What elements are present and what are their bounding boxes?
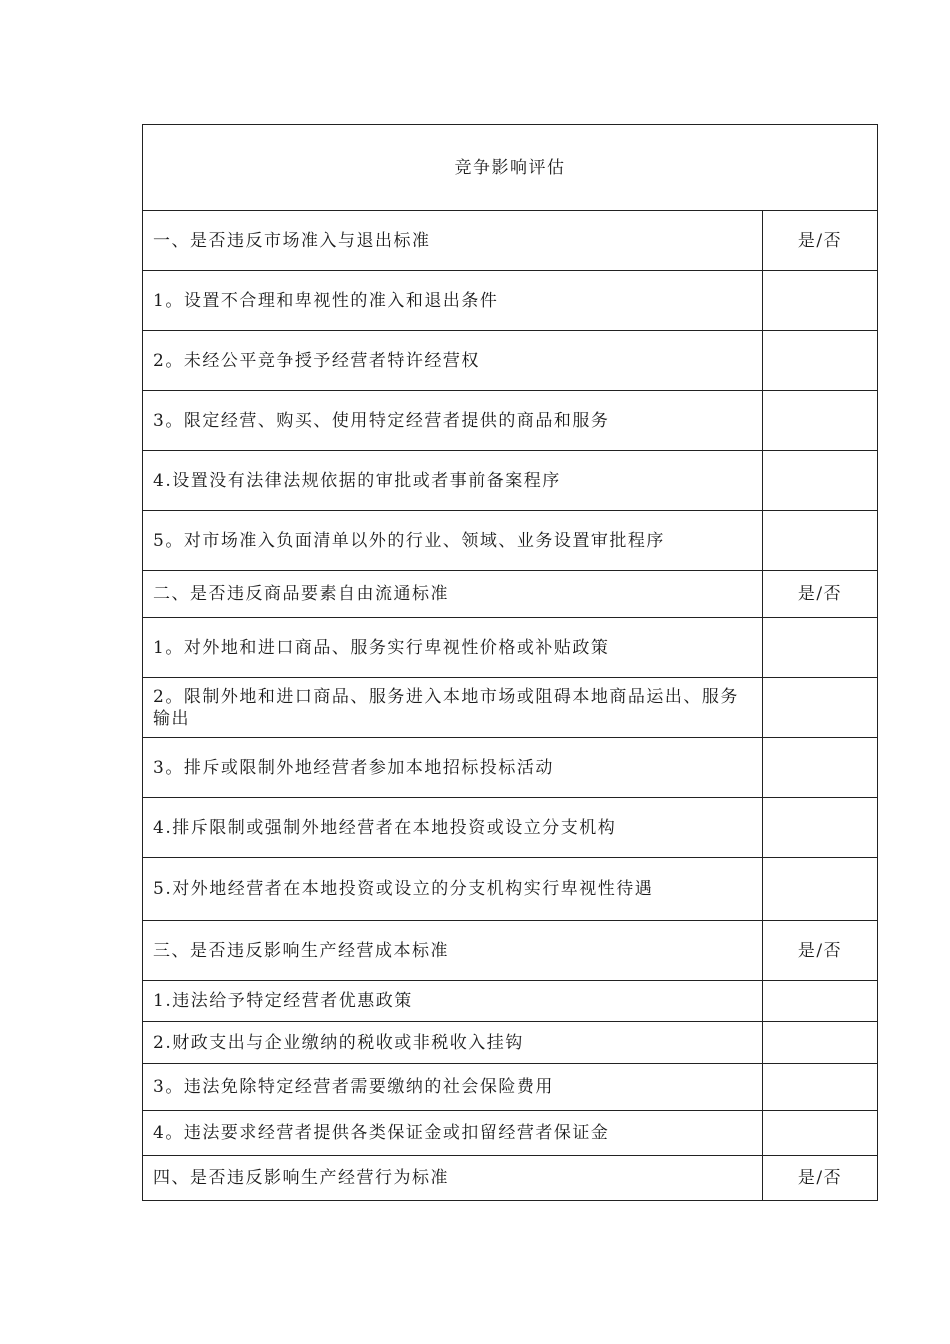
table-row	[143, 511, 878, 571]
answer-cell[interactable]	[763, 391, 878, 451]
table-row	[143, 1064, 878, 1111]
criterion-text: 3。排斥或限制外地经营者参加本地招标投标活动	[143, 738, 763, 798]
criterion-text: 4.设置没有法律法规依据的审批或者事前备案程序	[143, 451, 763, 511]
answer-cell[interactable]	[763, 618, 878, 678]
table-row	[143, 1022, 878, 1064]
answer-cell[interactable]	[763, 798, 878, 858]
answer-header: 是/否	[763, 921, 878, 981]
title-row	[143, 125, 878, 211]
answer-header: 是/否	[763, 211, 878, 271]
answer-cell[interactable]	[763, 451, 878, 511]
table-row	[143, 858, 878, 921]
table-row	[143, 331, 878, 391]
table-row	[143, 451, 878, 511]
section-heading-row	[143, 1156, 878, 1201]
answer-cell[interactable]	[763, 738, 878, 798]
criterion-text: 5.对外地经营者在本地投资或设立的分支机构实行卑视性待遇	[143, 858, 763, 921]
section-heading-row	[143, 211, 878, 271]
criterion-text: 4。违法要求经营者提供各类保证金或扣留经营者保证金	[143, 1111, 763, 1156]
table-row	[143, 618, 878, 678]
criterion-text: 5。对市场准入负面清单以外的行业、领域、业务设置审批程序	[143, 511, 763, 571]
criterion-text: 2。限制外地和进口商品、服务进入本地市场或阻碍本地商品运出、服务输出	[143, 678, 763, 738]
criterion-text: 3。违法免除特定经营者需要缴纳的社会保险费用	[143, 1064, 763, 1111]
table-row	[143, 271, 878, 331]
answer-cell[interactable]	[763, 1111, 878, 1156]
table-row	[143, 1111, 878, 1156]
criterion-text: 4.排斥限制或强制外地经营者在本地投资或设立分支机构	[143, 798, 763, 858]
criterion-text: 2.财政支出与企业缴纳的税收或非税收入挂钩	[143, 1022, 763, 1064]
answer-cell[interactable]	[763, 678, 878, 738]
table-row	[143, 981, 878, 1022]
table-row	[143, 798, 878, 858]
answer-header: 是/否	[763, 1156, 878, 1201]
criterion-text: 2。未经公平竞争授予经营者特许经营权	[143, 331, 763, 391]
table-row	[143, 738, 878, 798]
criterion-text: 1。设置不合理和卑视性的准入和退出条件	[143, 271, 763, 331]
answer-cell[interactable]	[763, 1064, 878, 1111]
table-row	[143, 678, 878, 738]
criterion-text: 1。对外地和进口商品、服务实行卑视性价格或补贴政策	[143, 618, 763, 678]
table-title: 竞争影响评估	[143, 125, 878, 211]
section-heading: 二、是否违反商品要素自由流通标准	[143, 571, 763, 618]
answer-cell[interactable]	[763, 1022, 878, 1064]
answer-cell[interactable]	[763, 511, 878, 571]
table-row	[143, 391, 878, 451]
answer-cell[interactable]	[763, 981, 878, 1022]
section-heading: 三、是否违反影响生产经营成本标准	[143, 921, 763, 981]
section-heading: 一、是否违反市场准入与退出标准	[143, 211, 763, 271]
answer-header: 是/否	[763, 571, 878, 618]
competition-assessment-table	[142, 124, 878, 1201]
section-heading-row	[143, 921, 878, 981]
section-heading-row	[143, 571, 878, 618]
answer-cell[interactable]	[763, 271, 878, 331]
criterion-text: 3。限定经营、购买、使用特定经营者提供的商品和服务	[143, 391, 763, 451]
answer-cell[interactable]	[763, 858, 878, 921]
section-heading: 四、是否违反影响生产经营行为标准	[143, 1156, 763, 1201]
answer-cell[interactable]	[763, 331, 878, 391]
criterion-text: 1.违法给予特定经营者优惠政策	[143, 981, 763, 1022]
